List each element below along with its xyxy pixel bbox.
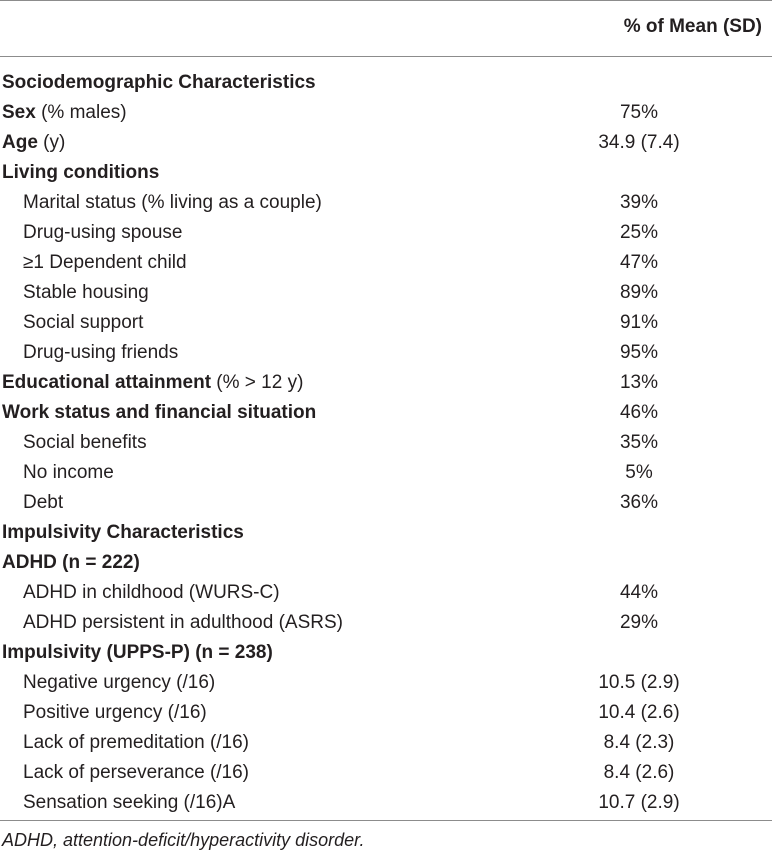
row-label-main: Marital status (% living as a couple) [23,192,322,213]
row-label [23,428,147,458]
row-label-main: Work status and financial situation [2,402,317,423]
row-label [2,128,65,158]
row-label-main: Stable housing [23,282,149,303]
row-label-main: Positive urgency (/16) [23,702,207,723]
table-row [0,68,772,98]
table-row [0,308,772,338]
row-label [23,668,215,698]
row-label-main: Negative urgency (/16) [23,672,216,693]
table-row [0,758,772,788]
row-label [23,308,143,338]
row-label [2,158,159,188]
row-label-qualifier: (y) [37,132,66,153]
row-label [23,218,182,248]
row-value: 95% [619,342,659,363]
row-label [23,788,235,818]
table-row [0,248,772,278]
table-top-rule [0,0,772,1]
row-value: 34.9 (7.4) [598,132,680,153]
row-value: 89% [619,282,659,303]
table-row [0,578,772,608]
row-label-main: Impulsivity Characteristics [2,522,244,543]
row-label-main: ADHD (n = 222) [2,552,140,573]
table-row [0,188,772,218]
row-value: 8.4 (2.6) [603,762,675,783]
row-label [2,368,303,398]
table-row [0,158,772,188]
row-value: 10.4 (2.6) [598,702,680,723]
table-row [0,278,772,308]
row-label-main: Living conditions [2,162,160,183]
row-value: 39% [619,192,659,213]
row-label-qualifier: (% > 12 y) [211,372,304,393]
table-bottom-rule [0,820,772,821]
table-row [0,488,772,518]
row-label-main: Social benefits [23,432,147,453]
row-label [23,458,114,488]
table-row [0,698,772,728]
row-label-main: Age [2,132,38,153]
table-row [0,398,772,428]
row-label [23,488,63,518]
row-label [2,548,140,578]
row-label-main: Lack of perseverance (/16) [23,762,250,783]
table-row [0,548,772,578]
row-label-main: Debt [23,492,64,513]
row-value: 10.7 (2.9) [598,792,680,813]
table-row [0,638,772,668]
row-label-main: Impulsivity (UPPS-P) (n = 238) [2,642,273,663]
row-label [23,188,322,218]
row-label-qualifier: (% males) [35,102,127,123]
row-value: 10.5 (2.9) [598,672,680,693]
table-row [0,338,772,368]
row-label [23,248,187,278]
table-row [0,368,772,398]
row-value: 5% [625,462,653,483]
row-label-main: Sex [2,102,36,123]
row-label-main: Sensation seeking (/16)A [23,792,236,813]
row-value: 35% [619,432,659,453]
row-label-main: Educational attainment [2,372,212,393]
row-label [23,728,249,758]
row-label [23,698,207,728]
row-label-main: Sociodemographic Characteristics [2,72,316,93]
row-label-main: Drug-using friends [23,342,179,363]
row-value: 13% [619,372,659,393]
row-value: 36% [619,492,659,513]
table-row [0,728,772,758]
row-label [23,608,343,638]
row-label-main: ADHD persistent in adulthood (ASRS) [23,612,343,633]
table-row [0,608,772,638]
row-label [23,578,280,608]
row-label-main: ≥1 Dependent child [23,252,187,273]
table-footnote: ADHD, attention-deficit/hyperactivity disorder. [2,830,365,850]
table-row [0,428,772,458]
row-value: 47% [619,252,659,273]
table-row [0,218,772,248]
row-value: 46% [619,402,659,423]
row-value: 29% [619,612,659,633]
table-row [0,518,772,548]
table-row [0,788,772,818]
column-header-value: % of Mean (SD) [623,16,762,37]
row-label [2,638,273,668]
table-row [0,98,772,128]
row-label-main: Social support [23,312,144,333]
header-bottom-rule [0,56,772,57]
row-label-main: Drug-using spouse [23,222,183,243]
row-value: 25% [619,222,659,243]
row-label [23,338,178,368]
table-row [0,668,772,698]
row-label [2,98,127,128]
row-value: 75% [619,102,659,123]
row-label [2,68,316,98]
table-row [0,458,772,488]
row-label-main: No income [23,462,114,483]
table-row [0,128,772,158]
row-label-main: ADHD in childhood (WURS-C) [23,582,280,603]
row-value: 44% [619,582,659,603]
row-label [23,278,149,308]
row-value: 91% [619,312,659,333]
row-value: 8.4 (2.3) [603,732,675,753]
row-label [23,758,249,788]
row-label [2,398,316,428]
row-label [2,518,244,548]
row-label-main: Lack of premeditation (/16) [23,732,250,753]
